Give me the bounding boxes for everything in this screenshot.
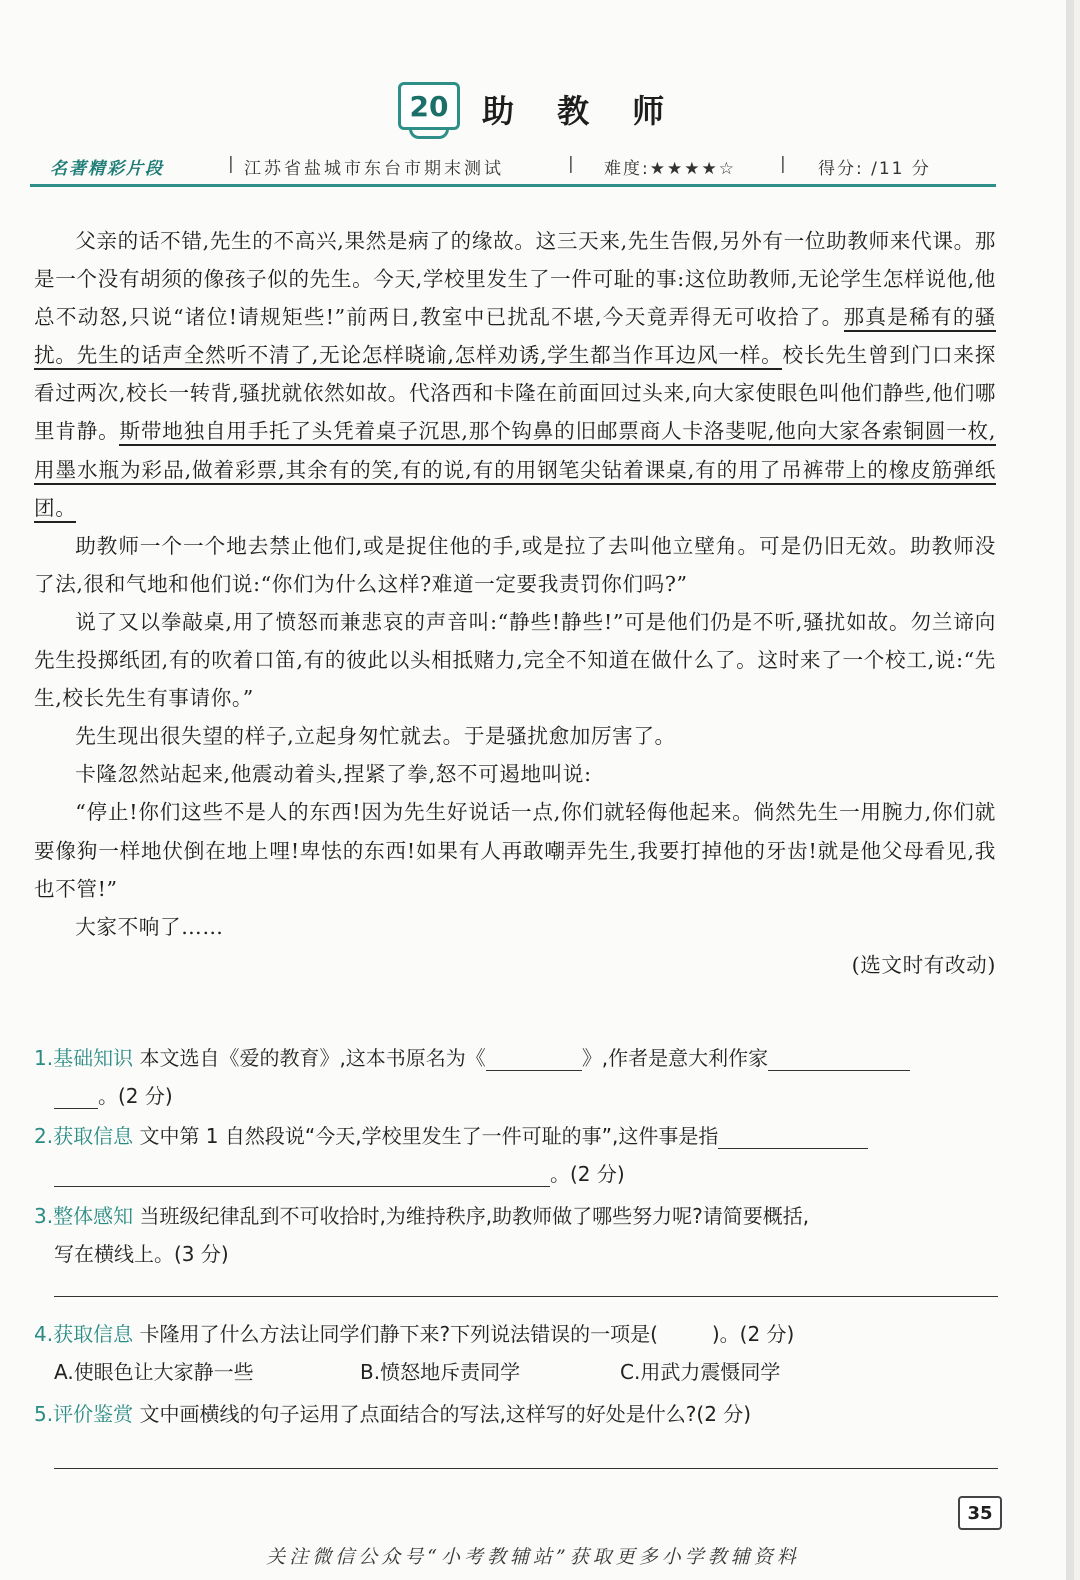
question-1-score: 。(2 分) (98, 1084, 173, 1108)
question-1-text: 本文选自《爱的教育》,这本书原名为《 (139, 1046, 486, 1070)
question-2 (34, 1116, 996, 1196)
answer-line[interactable] (54, 1296, 998, 1297)
question-2-tag: 2.获取信息 (34, 1124, 134, 1148)
option-b[interactable]: B.愤怒地斥责同学 (360, 1360, 521, 1384)
answer-blank[interactable] (486, 1050, 582, 1071)
question-4-text: 卡隆用了什么方法让同学们静下来?下列说法错误的一项是( (139, 1322, 658, 1346)
page-number: 35 (958, 1496, 1002, 1530)
paragraph-4: 先生现出很失望的样子,立起身匆忙就去。于是骚扰愈加厉害了。 (75, 724, 676, 749)
paragraph-5: 卡隆忽然站起来,他震动着头,捏紧了拳,怒不可遏地叫说: (75, 762, 592, 787)
difficulty-rating: 难度:★★★★☆ (604, 159, 736, 179)
underlined-sentence-2: 斯带地独自用手托了头凭着桌子沉思,那个钩鼻的旧邮票商人卡洛斐呢,他向大家各索铜圆一枚,用墨水瓶为彩品,做着彩票,其余有的笑,有的说,有的用钢笔尖钻着课桌,有的用了吊裤带上的橡皮筋弹纸团。 (34, 419, 996, 522)
question-4-score: )。(2 分) (711, 1322, 795, 1346)
lesson-header (0, 80, 1066, 140)
question-section (34, 1038, 996, 1474)
question-2-text: 文中第 1 自然段说“今天,学校里发生了一件可耻的事”,这件事是指 (139, 1124, 719, 1148)
reading-passage (34, 222, 996, 984)
question-3-text-b: 写在横线上。(3 分) (54, 1242, 229, 1266)
paragraph-1 (34, 222, 996, 527)
separator: | (568, 154, 574, 174)
question-1-tag: 1.基础知识 (34, 1046, 134, 1070)
separator: | (780, 154, 786, 174)
answer-blank[interactable] (718, 1128, 868, 1149)
paragraph-7: 大家不响了…… (75, 914, 224, 939)
source-note: (选文时有改动) (851, 952, 996, 977)
question-1 (34, 1038, 996, 1116)
info-bar (30, 150, 996, 187)
question-5-tag: 5.评价鉴赏 (34, 1402, 134, 1426)
question-3 (34, 1196, 996, 1314)
option-a[interactable]: A.使眼色让大家静一些 (54, 1360, 254, 1384)
separator: | (228, 154, 234, 174)
exam-name: 江苏省盐城市东台市期末测试 (244, 159, 504, 179)
footer-watermark: 关注微信公众号“小考教辅站”获取更多小学教辅资料 (266, 1546, 800, 1568)
answer-blank[interactable] (54, 1088, 98, 1109)
option-c[interactable]: C.用武力震慑同学 (620, 1360, 781, 1384)
answer-blank[interactable] (768, 1050, 910, 1071)
paragraph-2: 助教师一个一个地去禁止他们,或是捉住他的手,或是拉了去叫他立壁角。可是仍旧无效。助教师没了法,很和气地和他们说:“你们为什么这样?难道一定要我责罚你们吗?” (34, 533, 996, 596)
question-3-text: 当班级纪律乱到不可收拾时,为维持秩序,助教师做了哪些努力呢?请简要概括, (139, 1204, 810, 1228)
paragraph-1-text-a: 父亲的话不错,先生的不高兴,果然是病了的缘故。这三天来,先生告假,另外有一位助教师来代课。那是一个没有胡须的像孩子似的先生。今天,学校里发生了一件可耻的事:这位助教师,无论学生怎样说他,他总不动怒,只说“诸位!请规矩些!”前两日,教室中已扰乱不堪,今天竟弄得无可收拾了。 (34, 229, 996, 330)
question-2-score: 。(2 分) (550, 1162, 625, 1186)
source-label: 名著精彩片段 (50, 159, 164, 179)
question-4-options (54, 1356, 781, 1385)
paragraph-6: “停止!你们这些不是人的东西!因为先生好说话一点,你们就轻侮他起来。倘然先生一用腕力,你们就要像狗一样地伏倒在地上哩!卑怯的东西!如果有人再敢嘲弄先生,我要打掉他的牙齿!就是他父母看见,我也不管!” (34, 800, 996, 901)
underlined-sentence-1: 那真是稀有的骚扰。先生的话声全然听不清了,无论怎样晓谕,怎样劝诱,学生都当作耳边风一样。 (34, 305, 996, 370)
paragraph-3: 说了又以拳敲桌,用了愤怒而兼悲哀的声音叫:“静些!静些!”可是他们仍是不听,骚扰如故。勿兰谛向先生投掷纸团,有的吹着口笛,有的彼此以头相抵赌力,完全不知道在做什么了。这时来了一个校工,说:“先生,校长先生有事请你。” (34, 609, 996, 711)
lesson-title: 助 教 师 (482, 92, 681, 130)
paragraph-1-text-b: 校长先生曾到门口来探看过两次,校长一转背,骚扰就依然如故。代洛西和卡隆在前面回过头来,向大家使眼色叫他们静些,他们哪里肯静。 (34, 343, 996, 444)
answer-line[interactable] (54, 1468, 998, 1469)
question-4-tag: 4.获取信息 (34, 1322, 134, 1346)
question-5-text: 文中画横线的句子运用了点面结合的写法,这样写的好处是什么?(2 分) (139, 1402, 752, 1426)
question-3-tag: 3.整体感知 (34, 1204, 134, 1228)
question-5 (34, 1394, 996, 1474)
lesson-number-badge: 20 (398, 82, 460, 130)
question-4 (34, 1314, 996, 1394)
answer-blank[interactable] (54, 1166, 550, 1187)
question-1-text-b: 》,作者是意大利作家 (581, 1046, 769, 1070)
score-field: 得分: /11 分 (818, 159, 931, 179)
